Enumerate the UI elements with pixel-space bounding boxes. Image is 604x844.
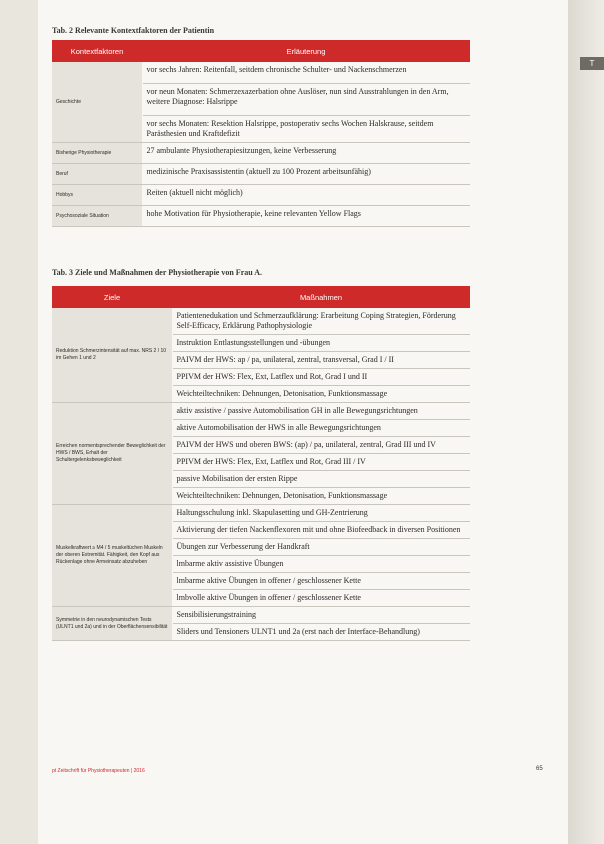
- measure-cell: PAIVM der HWS: ap / pa, unilateral, zentral, transversal, Grad I / II: [172, 352, 470, 369]
- measure-cell: aktive Automobilisation der HWS in alle Bewegungsrichtungen: [172, 420, 470, 437]
- measure-cell: aktiv assistive / passive Automobilisation GH in alle Bewegungsrichtungen: [172, 403, 470, 420]
- table2-caption: Tab. 2 Relevante Kontextfaktoren der Patientin: [52, 26, 215, 35]
- table2-header-factors: Kontextfaktoren: [52, 40, 142, 62]
- table-row: [52, 403, 470, 420]
- measure-cell: Weichteiltechniken: Dehnungen, Detonisation, Funktionsmassage: [172, 488, 470, 505]
- measure-cell: lmbarme aktiv assistive Übungen: [172, 556, 470, 573]
- explanation-cell: medizinische Praxisassistentin (aktuell zu 100 Prozent arbeitsunfähig): [142, 164, 470, 185]
- explanation-cell: vor sechs Jahren: Reitenfall, seitdem chronische Schulter- und Nackenschmerzen: [142, 62, 470, 84]
- factor-label: Psychosoziale Situation: [52, 206, 142, 227]
- measure-cell: Patientenedukation und Schmerzaufklärung: Erarbeitung Coping Strategien, Förderung Self-Efficacy, Erklärung Pathophysiologie: [172, 308, 470, 335]
- measure-cell: PAIVM der HWS und oberen BWS: (ap) / pa, unilateral, zentral, Grad III und IV: [172, 437, 470, 454]
- measure-cell: Sensibilisierungstraining: [172, 607, 470, 624]
- factor-label: Geschichte: [52, 62, 142, 143]
- table3-caption: Tab. 3 Ziele und Maßnahmen der Physiotherapie von Frau A.: [52, 268, 263, 277]
- explanation-cell: hohe Motivation für Physiotherapie, keine relevanten Yellow Flags: [142, 206, 470, 227]
- measure-cell: Aktivierung der tiefen Nackenflexoren mit und ohne Biofeedback in diversen Positionen: [172, 522, 470, 539]
- measure-cell: PPIVM der HWS: Flex, Ext, Latflex und Rot, Grad III / IV: [172, 454, 470, 471]
- table-row: [52, 505, 470, 522]
- measure-cell: Weichteiltechniken: Dehnungen, Detonisation, Funktionsmassage: [172, 386, 470, 403]
- footer-journal: pt Zeitschrift für Physiotherapeuten | 2016: [52, 768, 145, 774]
- table-row: [52, 607, 470, 624]
- table-row: [52, 62, 470, 84]
- table3-header-goals: Ziele: [52, 286, 172, 308]
- factor-label: Bisherige Physiotherapie: [52, 143, 142, 164]
- page-number: 65: [536, 766, 543, 772]
- measure-cell: Instruktion Entlastungsstellungen und -übungen: [172, 335, 470, 352]
- explanation-cell: Reiten (aktuell nicht möglich): [142, 185, 470, 206]
- measure-cell: Haltungsschulung inkl. Skapulasetting und GH-Zentrierung: [172, 505, 470, 522]
- measure-cell: Sliders und Tensioners ULNT1 und 2a (erst nach der Interface-Behandlung): [172, 624, 470, 641]
- goal-label: Reduktion Schmerzintensität auf max. NRS 2 / 10 im Gehen 1 und 2: [52, 308, 172, 403]
- page-edge: [568, 0, 604, 844]
- table-row: [52, 206, 470, 227]
- factor-label: Beruf: [52, 164, 142, 185]
- measure-cell: Übungen zur Verbesserung der Handkraft: [172, 539, 470, 556]
- section-tab-marker: T: [580, 57, 604, 70]
- table-row: [52, 164, 470, 185]
- measure-cell: passive Mobilisation der ersten Rippe: [172, 471, 470, 488]
- table-row: [52, 308, 470, 335]
- explanation-cell: vor neun Monaten: Schmerzexazerbation ohne Auslöser, nun sind Ausstrahlungen in den Arm, weitere Diagnose: Halsrippe: [142, 84, 470, 116]
- table3-header-measures: Maßnahmen: [172, 286, 470, 308]
- measure-cell: PPIVM der HWS: Flex, Ext, Latflex und Rot, Grad I und II: [172, 369, 470, 386]
- measure-cell: lmbarme aktive Übungen in offener / geschlossener Kette: [172, 573, 470, 590]
- goal-label: Symmetrie in den neurodynamischen Tests (ULNT1 und 2a) und in der Oberflächensensibilität: [52, 607, 172, 641]
- goal-label: Muskelkraftwert ≥ M4 / 5 muskeltüchen Muskeln der oberen Extremität. Fähigkeit, den Kopf aus Rückenlage ohne Armeinsatz abzuheben: [52, 505, 172, 607]
- table-ziele-massnahmen: [52, 286, 470, 641]
- explanation-cell: vor sechs Monaten: Resektion Halsrippe, postoperativ sechs Wochen Halskrause, seitdem Parästhesien und Kraftdefizit: [142, 116, 470, 143]
- table-row: [52, 143, 470, 164]
- measure-cell: lmbvolle aktive Übungen in offener / geschlossener Kette: [172, 590, 470, 607]
- table2-header-explanation: Erläuterung: [142, 40, 470, 62]
- factor-label: Hobbys: [52, 185, 142, 206]
- explanation-cell: 27 ambulante Physiotherapiesitzungen, keine Verbesserung: [142, 143, 470, 164]
- table-kontextfaktoren: [52, 40, 470, 227]
- goal-label: Erreichen normentsprechender Beweglichkeit der HWS / BWS, Erhalt der Schultergelenksbeweglichkeit: [52, 403, 172, 505]
- table-row: [52, 185, 470, 206]
